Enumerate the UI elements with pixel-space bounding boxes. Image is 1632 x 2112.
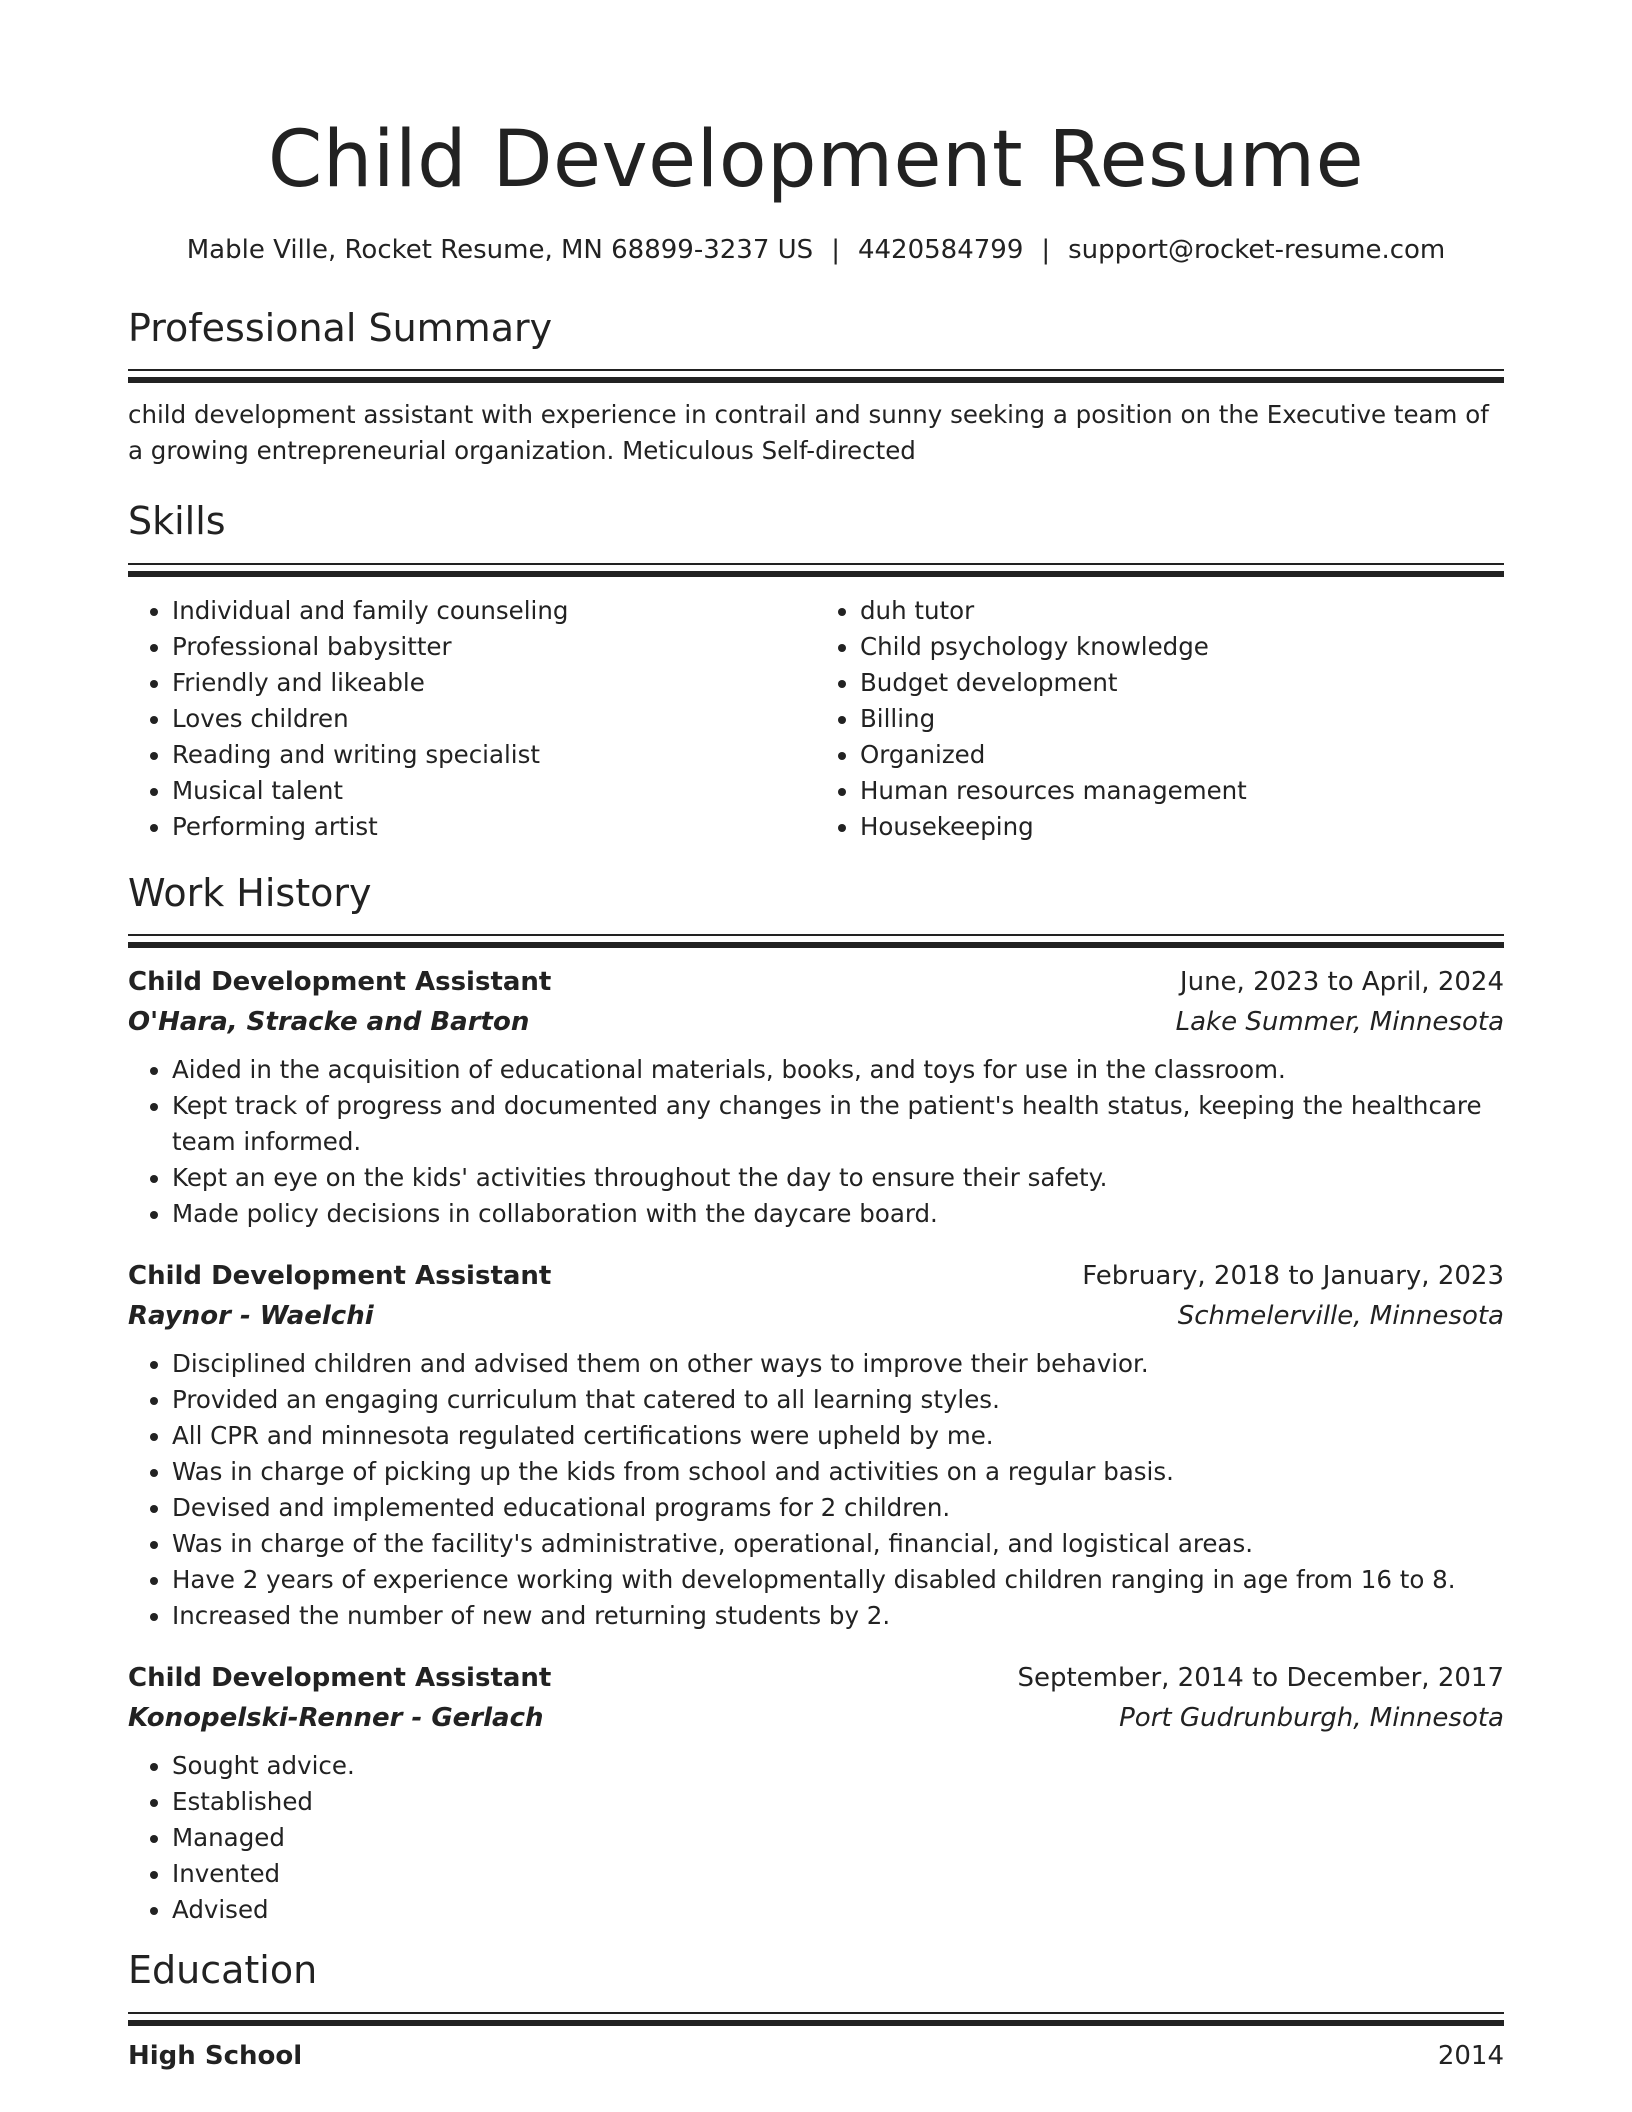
job-bullet: • Devised and implemented educational programs for 2 children.: [172, 1490, 1504, 1526]
education-degree: High School: [128, 2040, 303, 2071]
job-bullets: [128, 1748, 1504, 1928]
resume-title: Child Development Resume: [267, 115, 1365, 205]
job-bullets: [128, 1346, 1504, 1634]
summary-text: child development assistant with experience in contrail and sunny seeking a position on the Executive team of a growing entrepreneurial organization. Meticulous Self-directed: [128, 400, 1489, 466]
contact-separator: |: [1041, 234, 1051, 265]
job-bullet: • Was in charge of picking up the kids from school and activities on a regular basis.: [172, 1454, 1504, 1490]
job-dates: September, 2014 to December, 2017: [1017, 1663, 1504, 1694]
job-bullet: • Established: [172, 1784, 1504, 1820]
contact-phone: 4420584799: [857, 234, 1024, 265]
job-company: Raynor - Waelchi: [128, 1301, 374, 1332]
summary-section: [128, 306, 1504, 470]
skill-item: • Reading and writing specialist: [172, 737, 816, 773]
skill-item: • Performing artist: [172, 809, 816, 845]
job-bullet: • Advised: [172, 1892, 1504, 1928]
skills-section: [128, 499, 1504, 845]
job-location: Schmelerville, Minnesota: [1177, 1301, 1504, 1332]
section-divider: [128, 2012, 1504, 2026]
skill-item: • Musical talent: [172, 773, 816, 809]
skill-item: • Loves children: [172, 701, 816, 737]
skill-item: • Budget development: [860, 665, 1504, 701]
skills-list-left: [128, 593, 816, 845]
skill-item: • Friendly and likeable: [172, 665, 816, 701]
job-bullet: • Invented: [172, 1856, 1504, 1892]
section-divider: [128, 934, 1504, 948]
contact-address: Mable Ville, Rocket Resume, MN 68899-3237 US: [186, 234, 814, 265]
job-dates: June, 2023 to April, 2024: [1179, 967, 1504, 998]
skills-columns: [128, 593, 1504, 845]
skill-item: • Child psychology knowledge: [860, 629, 1504, 665]
job-bullet: • Increased the number of new and returning students by 2.: [172, 1598, 1504, 1634]
section-divider: [128, 369, 1504, 383]
contact-separator: |: [831, 234, 840, 265]
job-location: Port Gudrunburgh, Minnesota: [1119, 1703, 1504, 1734]
job-dates: February, 2018 to January, 2023: [1082, 1261, 1504, 1292]
contact-line: [128, 234, 1504, 268]
job-bullet: • Have 2 years of experience working with developmentally disabled children ranging in age from 16 to 8.: [172, 1562, 1504, 1598]
skills-list-right: [816, 593, 1504, 845]
skill-item: • Individual and family counseling: [172, 593, 816, 629]
skill-item: • Billing: [860, 701, 1504, 737]
skill-item: • Organized: [860, 737, 1504, 773]
education-heading: Education: [128, 1948, 318, 1993]
job-bullet: • Disciplined children and advised them on other ways to improve their behavior.: [172, 1346, 1504, 1382]
job-bullet: • Sought advice.: [172, 1748, 1504, 1784]
job-bullet: • Kept track of progress and documented any changes in the patient's health status, keeping the healthcare team informed.: [172, 1088, 1504, 1160]
job-title: Child Development Assistant: [128, 1261, 552, 1292]
skill-item: • Professional babysitter: [172, 629, 816, 665]
education-section: [128, 1948, 1504, 2076]
skill-item: • Housekeeping: [860, 809, 1504, 845]
job-bullet: • Kept an eye on the kids' activities throughout the day to ensure their safety.: [172, 1160, 1504, 1196]
job-bullet: • Managed: [172, 1820, 1504, 1856]
job-entry: [128, 1256, 1504, 1634]
job-entry: [128, 962, 1504, 1232]
job-entry: [128, 1658, 1504, 1928]
job-company: Konopelski-Renner - Gerlach: [128, 1703, 544, 1734]
work-section: [128, 871, 1504, 1929]
job-bullet: • Provided an engaging curriculum that catered to all learning styles.: [172, 1382, 1504, 1418]
skill-item: • duh tutor: [860, 593, 1504, 629]
job-bullet: • All CPR and minnesota regulated certifications were upheld by me.: [172, 1418, 1504, 1454]
contact-email[interactable]: support@rocket-resume.com: [1068, 234, 1446, 265]
section-divider: [128, 563, 1504, 577]
job-company: O'Hara, Stracke and Barton: [128, 1007, 530, 1038]
job-title: Child Development Assistant: [128, 967, 552, 998]
summary-heading: Professional Summary: [128, 305, 553, 350]
job-bullet: • Made policy decisions in collaboration with the daycare board.: [172, 1196, 1504, 1232]
skills-heading: Skills: [128, 499, 226, 544]
education-year: 2014: [1437, 2040, 1504, 2071]
work-heading: Work History: [128, 870, 372, 915]
job-bullet: • Was in charge of the facility's administrative, operational, financial, and logistical areas.: [172, 1526, 1504, 1562]
job-bullet: • Aided in the acquisition of educational materials, books, and toys for use in the classroom.: [172, 1052, 1504, 1088]
job-location: Lake Summer, Minnesota: [1175, 1007, 1504, 1038]
skill-item: • Human resources management: [860, 773, 1504, 809]
job-bullets: [128, 1052, 1504, 1232]
job-title: Child Development Assistant: [128, 1663, 552, 1694]
